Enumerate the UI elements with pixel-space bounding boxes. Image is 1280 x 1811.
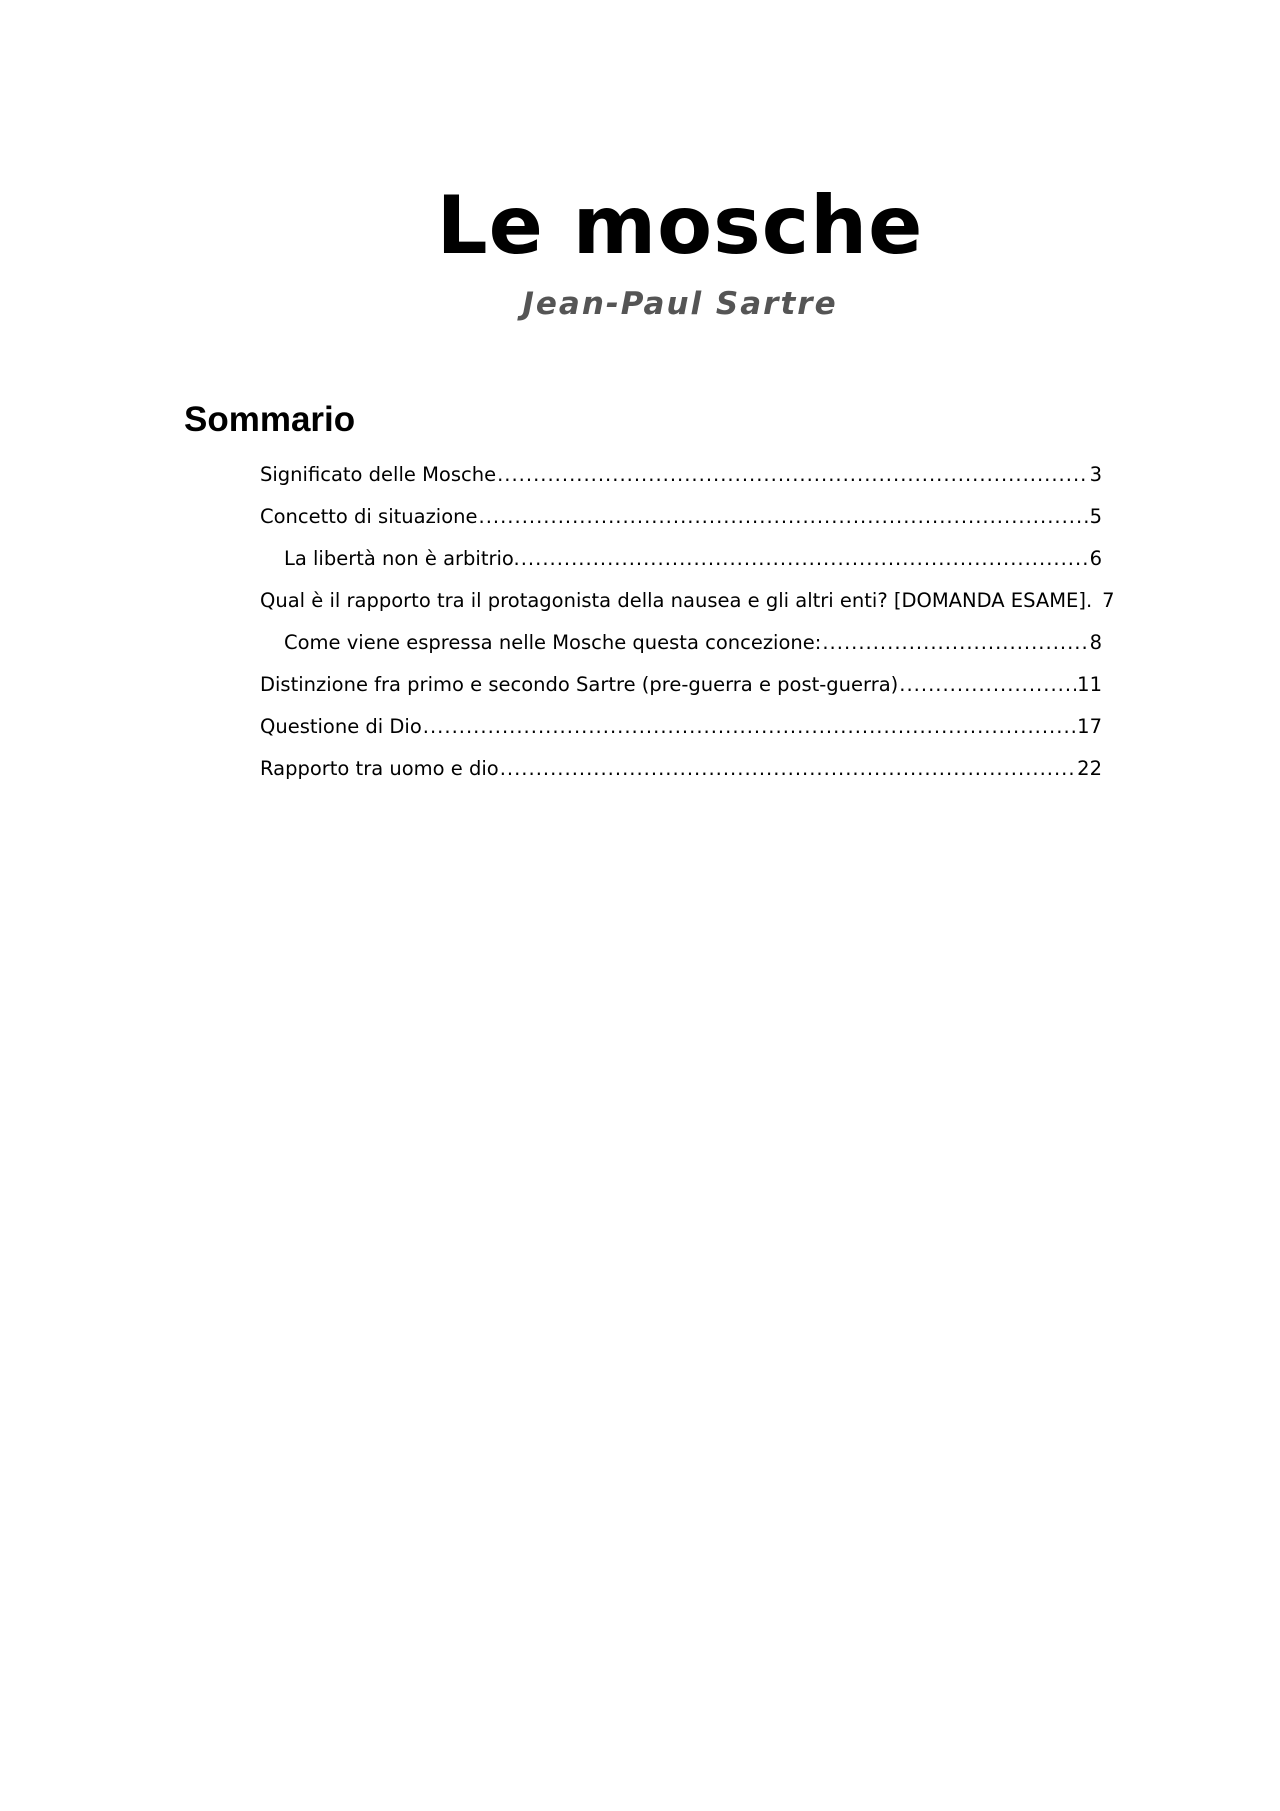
toc-entry[interactable] — [260, 454, 1102, 496]
toc-entry[interactable] — [260, 538, 1102, 580]
document-author: Jean-Paul Sartre — [522, 286, 838, 322]
toc-heading: Sommario — [184, 400, 356, 439]
toc-entry[interactable] — [260, 580, 1115, 622]
toc-entry[interactable] — [260, 706, 1102, 748]
toc-entry-page: 22 — [1077, 757, 1102, 780]
toc-entry[interactable] — [260, 664, 1102, 706]
toc-dot-leader — [479, 496, 1089, 538]
toc-dot-leader — [423, 706, 1076, 748]
toc-entry-label: Come viene espressa nelle Mosche questa concezione: — [284, 631, 822, 654]
toc-entry-page: 11 — [1077, 673, 1102, 696]
toc-entry-page: 17 — [1077, 715, 1102, 738]
toc-entry-label: La libertà non è arbitrio. — [284, 547, 520, 570]
toc-entry-label: Questione di Dio — [260, 715, 422, 738]
toc-dot-leader — [899, 664, 1076, 706]
toc-dot-leader — [497, 454, 1089, 496]
toc-dot-leader — [500, 748, 1076, 790]
toc-dot-leader — [521, 538, 1089, 580]
document-title: Le mosche — [436, 179, 924, 272]
toc-dot-leader — [822, 622, 1088, 664]
toc-entry-page: 3 — [1089, 463, 1102, 486]
toc-entry-label: Rapporto tra uomo e dio — [260, 757, 499, 780]
toc-entry[interactable] — [260, 748, 1102, 790]
toc-entry-label: Significato delle Mosche — [260, 463, 497, 486]
toc-entry-label: Qual è il rapporto tra il protagonista della nausea e gli altri enti? [DOMANDA ESAME]. — [260, 589, 1093, 612]
toc-entry[interactable] — [260, 622, 1102, 664]
toc-entry-label: Concetto di situazione — [260, 505, 478, 528]
toc-entry-page: 8 — [1089, 631, 1102, 654]
toc-entry[interactable] — [260, 496, 1102, 538]
toc-entry-page: 6 — [1089, 547, 1102, 570]
toc-entry-label: Distinzione fra primo e secondo Sartre (pre-guerra e post-guerra) — [260, 673, 899, 696]
toc-entry-page: 7 — [1102, 589, 1115, 612]
toc-entry-page: 5 — [1089, 505, 1102, 528]
table-of-contents — [260, 454, 1115, 790]
